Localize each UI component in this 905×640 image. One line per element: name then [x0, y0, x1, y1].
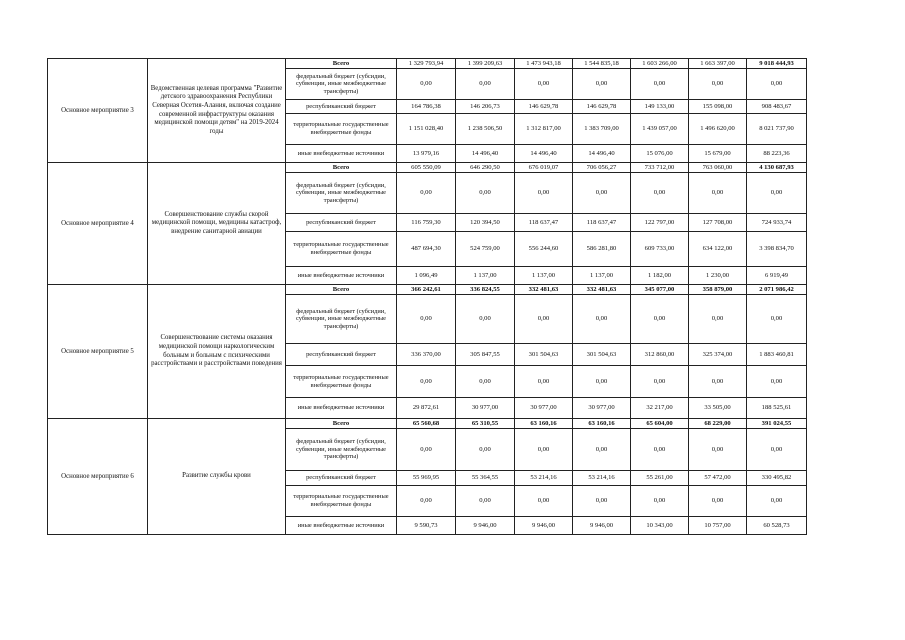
total-value-cell: 2 071 986,42: [747, 285, 807, 295]
value-cell: 1 137,00: [573, 267, 631, 285]
value-cell: 29 872,61: [397, 398, 456, 419]
total-value-cell: 8 021 737,90: [747, 114, 807, 145]
total-value-cell: 0,00: [747, 429, 807, 471]
value-cell: 53 214,16: [515, 471, 573, 486]
funding-source-label: иные внебюджетные источники: [286, 517, 397, 535]
funding-source-label: территориальные государственные внебюджетные фонды: [286, 114, 397, 145]
value-cell: 65 604,00: [631, 419, 689, 429]
value-cell: 1 329 793,94: [397, 59, 456, 69]
value-cell: 0,00: [397, 366, 456, 398]
value-cell: 609 733,00: [631, 232, 689, 267]
activity-name: Основное мероприятие 5: [48, 285, 148, 419]
value-cell: 312 860,00: [631, 344, 689, 366]
value-cell: 0,00: [573, 69, 631, 100]
funding-source-label: республиканский бюджет: [286, 100, 397, 114]
funding-source-label: иные внебюджетные источники: [286, 145, 397, 163]
value-cell: 33 505,00: [689, 398, 747, 419]
value-cell: 65 560,68: [397, 419, 456, 429]
value-cell: 336 370,00: [397, 344, 456, 366]
value-cell: 1 473 943,18: [515, 59, 573, 69]
value-cell: 1 151 028,40: [397, 114, 456, 145]
value-cell: 0,00: [397, 173, 456, 214]
value-cell: 487 694,30: [397, 232, 456, 267]
value-cell: 146 629,78: [515, 100, 573, 114]
activity-description: Ведомственная целевая программа "Развитие детского здравоохранения Республики Северная Осетия-Алания, включая создание современной инфраструктуры оказания медицинской помощи детям" на 2019-2024 годы: [148, 59, 286, 163]
funding-source-label: Всего: [286, 285, 397, 295]
value-cell: 116 759,30: [397, 214, 456, 232]
value-cell: 366 242,61: [397, 285, 456, 295]
value-cell: 0,00: [397, 295, 456, 344]
table-row: [48, 285, 807, 295]
value-cell: 0,00: [689, 429, 747, 471]
value-cell: 0,00: [573, 486, 631, 517]
value-cell: 763 060,00: [689, 163, 747, 173]
value-cell: 164 786,38: [397, 100, 456, 114]
value-cell: 63 160,16: [573, 419, 631, 429]
value-cell: 9 590,73: [397, 517, 456, 535]
value-cell: 0,00: [689, 69, 747, 100]
total-value-cell: 724 933,74: [747, 214, 807, 232]
value-cell: 0,00: [689, 173, 747, 214]
value-cell: 55 969,95: [397, 471, 456, 486]
value-cell: 0,00: [397, 429, 456, 471]
value-cell: 336 824,55: [456, 285, 515, 295]
value-cell: 30 977,00: [573, 398, 631, 419]
value-cell: 9 946,00: [573, 517, 631, 535]
table-row: [48, 59, 807, 69]
funding-source-label: территориальные государственные внебюджетные фонды: [286, 486, 397, 517]
total-value-cell: 908 483,67: [747, 100, 807, 114]
value-cell: 0,00: [631, 429, 689, 471]
value-cell: 10 757,00: [689, 517, 747, 535]
value-cell: 149 133,00: [631, 100, 689, 114]
value-cell: 63 160,16: [515, 419, 573, 429]
value-cell: 0,00: [515, 366, 573, 398]
activity-description: Развитие службы крови: [148, 419, 286, 535]
value-cell: 325 374,00: [689, 344, 747, 366]
value-cell: 0,00: [573, 366, 631, 398]
funding-source-label: иные внебюджетные источники: [286, 267, 397, 285]
activity-name: Основное мероприятие 4: [48, 163, 148, 285]
funding-source-label: республиканский бюджет: [286, 214, 397, 232]
value-cell: 146 629,78: [573, 100, 631, 114]
value-cell: 0,00: [515, 69, 573, 100]
value-cell: 1 383 709,00: [573, 114, 631, 145]
total-value-cell: 9 018 444,93: [747, 59, 807, 69]
value-cell: 524 759,00: [456, 232, 515, 267]
value-cell: 0,00: [456, 173, 515, 214]
value-cell: 646 290,50: [456, 163, 515, 173]
value-cell: 0,00: [456, 486, 515, 517]
value-cell: 332 481,63: [515, 285, 573, 295]
funding-source-label: территориальные государственные внебюджетные фонды: [286, 232, 397, 267]
value-cell: 0,00: [397, 69, 456, 100]
total-value-cell: 0,00: [747, 486, 807, 517]
value-cell: 0,00: [631, 366, 689, 398]
value-cell: 0,00: [689, 486, 747, 517]
value-cell: 0,00: [515, 173, 573, 214]
value-cell: 0,00: [689, 366, 747, 398]
activity-description: Совершенствование службы скорой медицинской помощи, медицины катастроф, внедрение санитарной авиации: [148, 163, 286, 285]
table-row: [48, 419, 807, 429]
funding-source-label: федеральный бюджет (субсидии, субвенции, иные межбюджетные трансферты): [286, 429, 397, 471]
value-cell: 9 946,00: [515, 517, 573, 535]
value-cell: 55 261,00: [631, 471, 689, 486]
value-cell: 118 637,47: [515, 214, 573, 232]
value-cell: 120 394,50: [456, 214, 515, 232]
value-cell: 0,00: [573, 429, 631, 471]
value-cell: 1 238 506,50: [456, 114, 515, 145]
total-value-cell: 0,00: [747, 295, 807, 344]
value-cell: 676 019,07: [515, 163, 573, 173]
funding-source-label: иные внебюджетные источники: [286, 398, 397, 419]
value-cell: 0,00: [515, 429, 573, 471]
value-cell: 127 708,00: [689, 214, 747, 232]
value-cell: 733 712,00: [631, 163, 689, 173]
total-value-cell: 4 130 687,93: [747, 163, 807, 173]
value-cell: 68 229,00: [689, 419, 747, 429]
value-cell: 0,00: [515, 295, 573, 344]
funding-source-label: Всего: [286, 163, 397, 173]
value-cell: 55 364,55: [456, 471, 515, 486]
value-cell: 345 077,00: [631, 285, 689, 295]
value-cell: 30 977,00: [515, 398, 573, 419]
value-cell: 13 979,16: [397, 145, 456, 163]
value-cell: 1 312 817,00: [515, 114, 573, 145]
value-cell: 118 637,47: [573, 214, 631, 232]
total-value-cell: 391 024,55: [747, 419, 807, 429]
funding-source-label: федеральный бюджет (субсидии, субвенции, иные межбюджетные трансферты): [286, 173, 397, 214]
value-cell: 0,00: [456, 429, 515, 471]
value-cell: 1 182,00: [631, 267, 689, 285]
value-cell: 10 343,00: [631, 517, 689, 535]
value-cell: 605 550,09: [397, 163, 456, 173]
value-cell: 332 481,63: [573, 285, 631, 295]
total-value-cell: 6 919,49: [747, 267, 807, 285]
funding-source-label: федеральный бюджет (субсидии, субвенции, иные межбюджетные трансферты): [286, 295, 397, 344]
value-cell: 32 217,00: [631, 398, 689, 419]
value-cell: 634 122,00: [689, 232, 747, 267]
value-cell: 14 496,40: [515, 145, 573, 163]
value-cell: 57 472,00: [689, 471, 747, 486]
value-cell: 15 679,00: [689, 145, 747, 163]
value-cell: 0,00: [573, 295, 631, 344]
funding-source-label: Всего: [286, 419, 397, 429]
value-cell: 65 310,55: [456, 419, 515, 429]
value-cell: 14 496,40: [573, 145, 631, 163]
value-cell: 0,00: [456, 366, 515, 398]
budget-table: [47, 58, 807, 535]
value-cell: 1 603 266,00: [631, 59, 689, 69]
value-cell: 15 076,00: [631, 145, 689, 163]
value-cell: 0,00: [631, 173, 689, 214]
document-page: [47, 58, 807, 535]
funding-source-label: территориальные государственные внебюджетные фонды: [286, 366, 397, 398]
value-cell: 1 544 835,18: [573, 59, 631, 69]
value-cell: 0,00: [631, 69, 689, 100]
value-cell: 0,00: [456, 295, 515, 344]
funding-source-label: республиканский бюджет: [286, 471, 397, 486]
activity-name: Основное мероприятие 6: [48, 419, 148, 535]
value-cell: 1 137,00: [515, 267, 573, 285]
funding-source-label: Всего: [286, 59, 397, 69]
value-cell: 1 230,00: [689, 267, 747, 285]
table-row: [48, 163, 807, 173]
value-cell: 1 137,00: [456, 267, 515, 285]
value-cell: 301 504,63: [515, 344, 573, 366]
value-cell: 1 496 620,00: [689, 114, 747, 145]
value-cell: 358 879,00: [689, 285, 747, 295]
value-cell: 586 281,80: [573, 232, 631, 267]
total-value-cell: 330 495,82: [747, 471, 807, 486]
value-cell: 155 098,00: [689, 100, 747, 114]
value-cell: 30 977,00: [456, 398, 515, 419]
value-cell: 0,00: [631, 295, 689, 344]
value-cell: 0,00: [689, 295, 747, 344]
total-value-cell: 60 528,73: [747, 517, 807, 535]
total-value-cell: 0,00: [747, 366, 807, 398]
total-value-cell: 0,00: [747, 69, 807, 100]
value-cell: 53 214,16: [573, 471, 631, 486]
total-value-cell: 188 525,61: [747, 398, 807, 419]
value-cell: 14 496,40: [456, 145, 515, 163]
value-cell: 146 206,73: [456, 100, 515, 114]
total-value-cell: 3 398 834,70: [747, 232, 807, 267]
value-cell: 1 663 397,00: [689, 59, 747, 69]
value-cell: 0,00: [456, 69, 515, 100]
value-cell: 1 399 209,63: [456, 59, 515, 69]
value-cell: 0,00: [397, 486, 456, 517]
value-cell: 1 096,49: [397, 267, 456, 285]
value-cell: 0,00: [515, 486, 573, 517]
value-cell: 706 056,27: [573, 163, 631, 173]
funding-source-label: республиканский бюджет: [286, 344, 397, 366]
value-cell: 556 244,60: [515, 232, 573, 267]
value-cell: 0,00: [573, 173, 631, 214]
value-cell: 1 439 057,00: [631, 114, 689, 145]
value-cell: 9 946,00: [456, 517, 515, 535]
activity-description: Совершенствование системы оказания медицинской помощи наркологическим больным и больным с психическими расстройствами и расстройствами поведения: [148, 285, 286, 419]
total-value-cell: 1 883 460,81: [747, 344, 807, 366]
value-cell: 0,00: [631, 486, 689, 517]
funding-source-label: федеральный бюджет (субсидии, субвенции, иные межбюджетные трансферты): [286, 69, 397, 100]
total-value-cell: 0,00: [747, 173, 807, 214]
activity-name: Основное мероприятие 3: [48, 59, 148, 163]
value-cell: 122 797,00: [631, 214, 689, 232]
value-cell: 305 847,55: [456, 344, 515, 366]
value-cell: 301 504,63: [573, 344, 631, 366]
total-value-cell: 88 223,36: [747, 145, 807, 163]
